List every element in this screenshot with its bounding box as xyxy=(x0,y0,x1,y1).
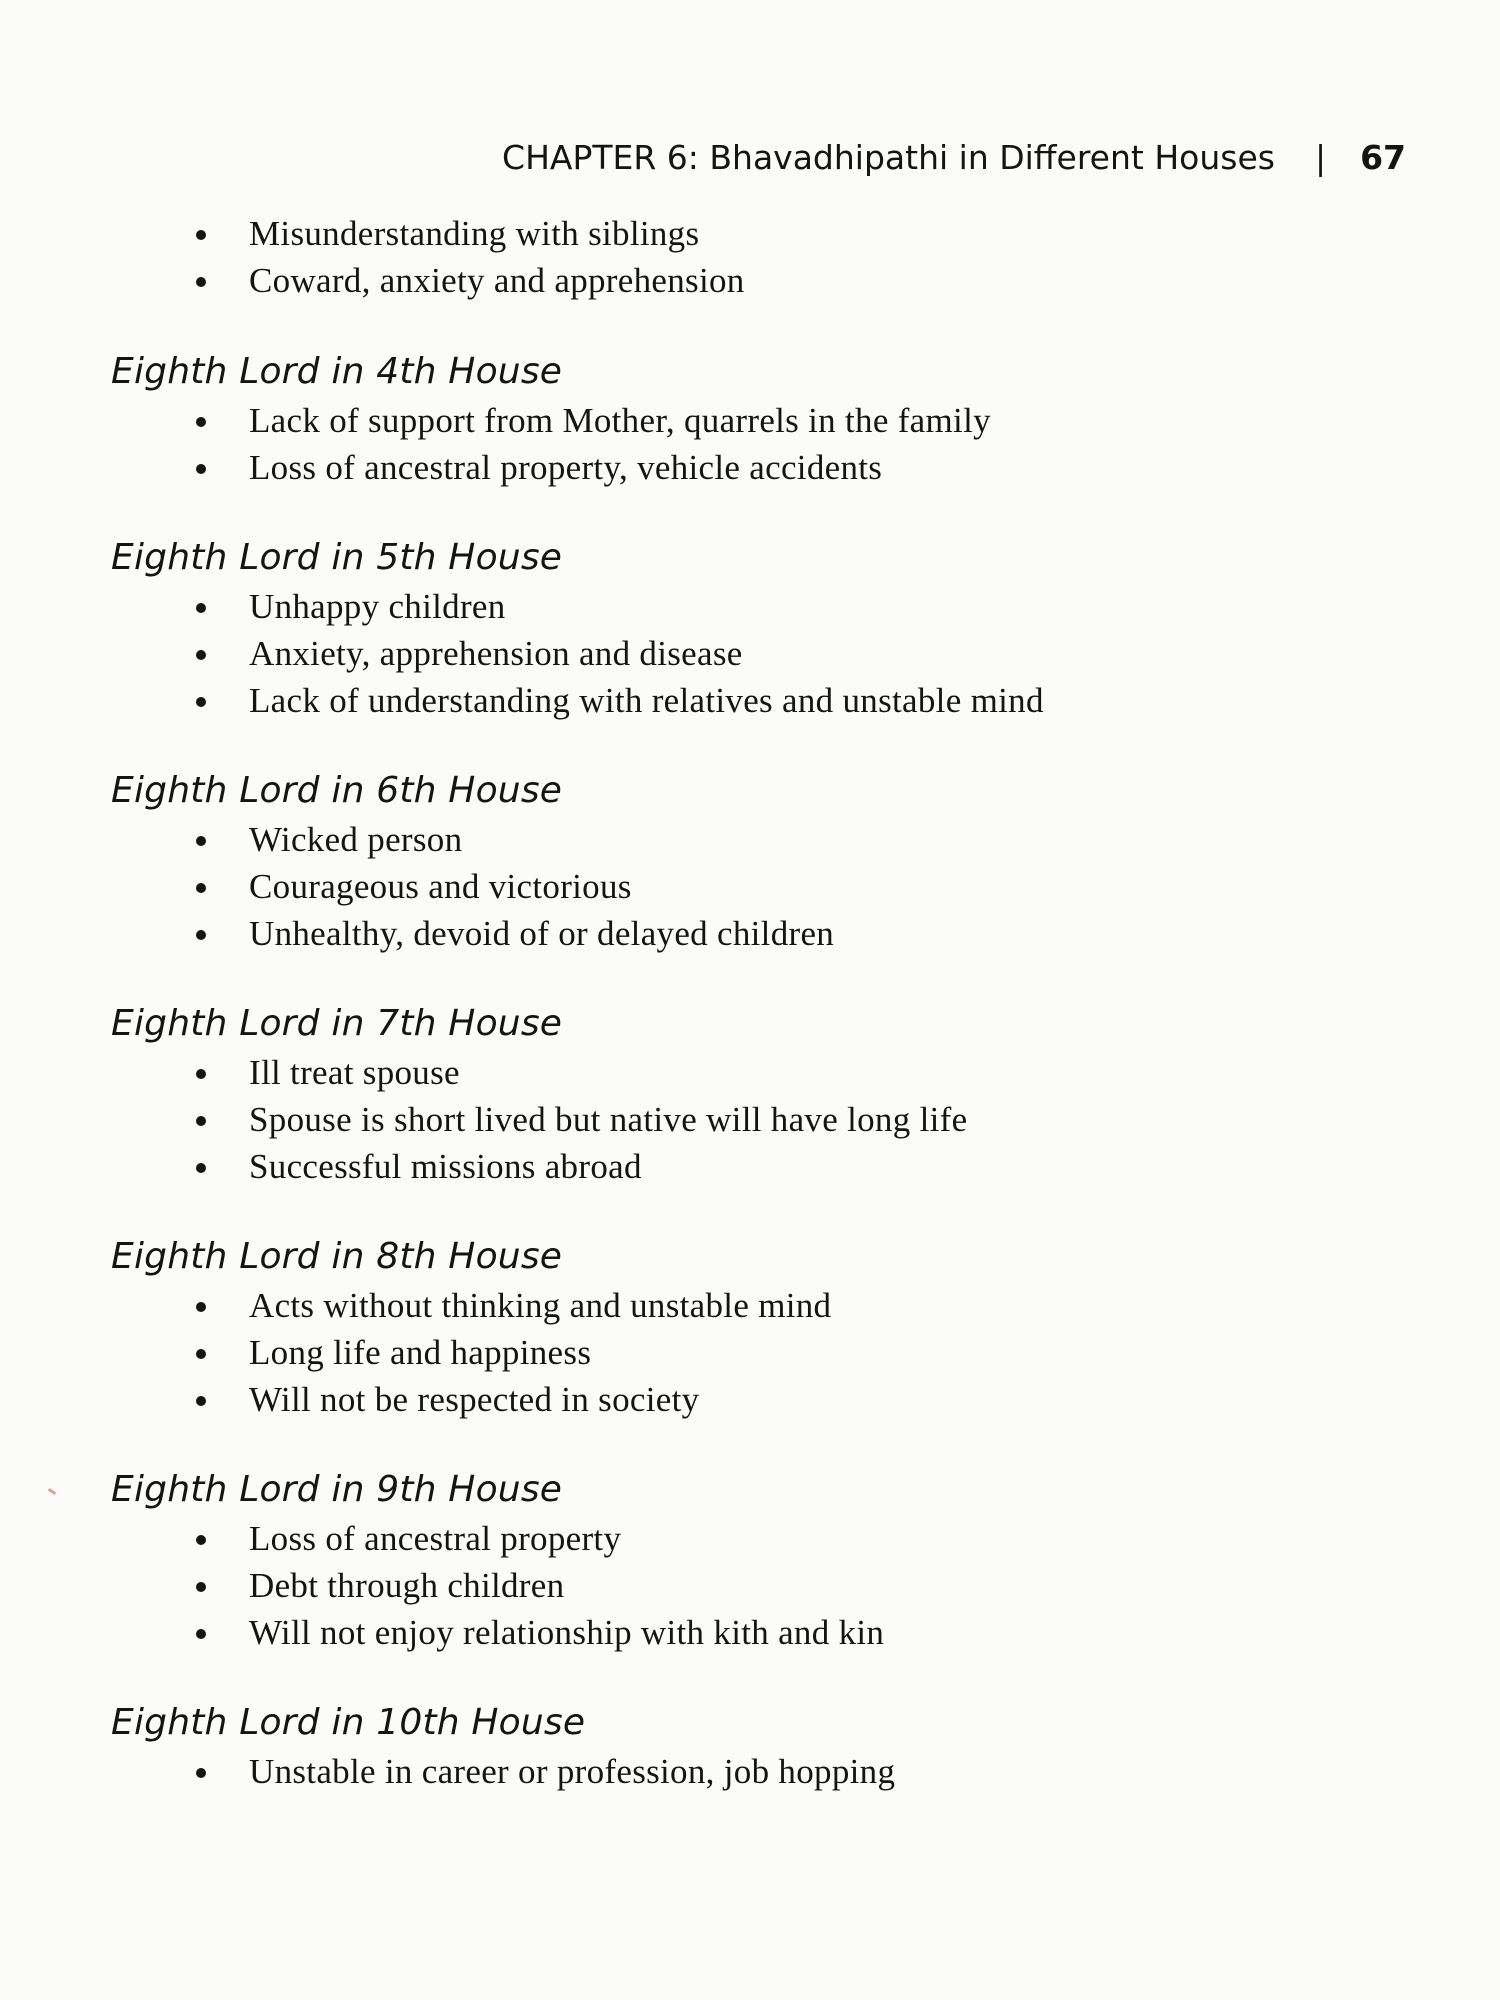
continued-list xyxy=(0,210,1500,304)
bullet-icon xyxy=(196,1629,206,1639)
bullet-icon xyxy=(196,1396,206,1406)
list-item: Will not be respected in society xyxy=(0,1376,1500,1423)
section-heading: Eighth Lord in 7th House xyxy=(111,1003,563,1044)
list-item: Lack of support from Mother, quarrels in the family xyxy=(0,397,1500,444)
section-heading: Eighth Lord in 8th House xyxy=(111,1236,563,1277)
section-8th-lord-8th-house xyxy=(0,1234,1500,1423)
bullet-icon xyxy=(196,1582,206,1592)
bullet-list xyxy=(0,583,1500,724)
section-8th-lord-10th-house xyxy=(0,1700,1500,1795)
section-heading: Eighth Lord in 4th House xyxy=(111,351,563,392)
bullet-icon xyxy=(196,1535,206,1545)
bullet-icon xyxy=(196,836,206,846)
list-item: Anxiety, apprehension and disease xyxy=(0,630,1500,677)
bullet-icon xyxy=(196,930,206,940)
page-number: 67 xyxy=(1360,138,1406,177)
list-item: Lack of understanding with relatives and unstable mind xyxy=(0,677,1500,724)
bullet-icon xyxy=(196,883,206,893)
list-item: Will not enjoy relationship with kith and kin xyxy=(0,1609,1500,1656)
list-item: Unhappy children xyxy=(0,583,1500,630)
bullet-icon xyxy=(196,417,206,427)
section-heading: Eighth Lord in 6th House xyxy=(111,770,563,811)
bullet-icon xyxy=(196,1302,206,1312)
chapter-title: CHAPTER 6: Bhavadhipathi in Different Houses xyxy=(502,138,1275,177)
list-item: Acts without thinking and unstable mind xyxy=(0,1282,1500,1329)
running-header xyxy=(502,138,1406,177)
list-item: Wicked person xyxy=(0,816,1500,863)
bullet-list xyxy=(0,1049,1500,1190)
bullet-list xyxy=(0,1282,1500,1423)
section-8th-lord-5th-house xyxy=(0,535,1500,724)
bullet-icon xyxy=(196,650,206,660)
bullet-list xyxy=(0,1515,1500,1656)
bullet-icon xyxy=(196,464,206,474)
bullet-icon xyxy=(196,1349,206,1359)
list-item: Unhealthy, devoid of or delayed children xyxy=(0,910,1500,957)
header-separator: | xyxy=(1314,138,1327,177)
section-heading: Eighth Lord in 10th House xyxy=(111,1702,586,1743)
section-8th-lord-6th-house xyxy=(0,768,1500,957)
bullet-icon xyxy=(196,1163,206,1173)
list-item: Unstable in career or profession, job hopping xyxy=(0,1748,1500,1795)
list-item: Coward, anxiety and apprehension xyxy=(0,257,1500,304)
list-item: Loss of ancestral property, vehicle accidents xyxy=(0,444,1500,491)
list-item: Ill treat spouse xyxy=(0,1049,1500,1096)
section-8th-lord-9th-house xyxy=(0,1467,1500,1656)
section-heading: Eighth Lord in 5th House xyxy=(111,537,563,578)
list-item: Misunderstanding with siblings xyxy=(0,210,1500,257)
list-item: Successful missions abroad xyxy=(0,1143,1500,1190)
list-item: Debt through children xyxy=(0,1562,1500,1609)
list-item: Courageous and victorious xyxy=(0,863,1500,910)
bullet-icon xyxy=(196,230,206,240)
list-item: Loss of ancestral property xyxy=(0,1515,1500,1562)
bullet-icon xyxy=(196,1116,206,1126)
section-8th-lord-7th-house xyxy=(0,1001,1500,1190)
bullet-list xyxy=(0,397,1500,491)
list-item: Spouse is short lived but native will have long life xyxy=(0,1096,1500,1143)
bullet-icon xyxy=(196,697,206,707)
section-heading: Eighth Lord in 9th House xyxy=(111,1469,563,1510)
bullet-list xyxy=(0,1748,1500,1795)
section-8th-lord-4th-house xyxy=(0,349,1500,491)
bullet-icon xyxy=(196,1768,206,1778)
bullet-icon xyxy=(196,603,206,613)
page-content xyxy=(0,210,1500,1795)
list-item: Long life and happiness xyxy=(0,1329,1500,1376)
bullet-icon xyxy=(196,1069,206,1079)
bullet-icon xyxy=(196,277,206,287)
bullet-list xyxy=(0,816,1500,957)
